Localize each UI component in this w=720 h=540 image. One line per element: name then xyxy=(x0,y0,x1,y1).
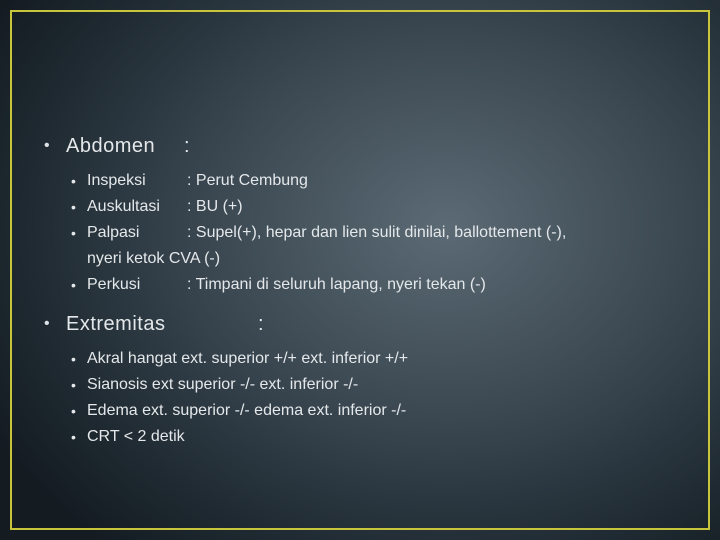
section-extremitas-heading xyxy=(44,308,704,340)
abdomen-list xyxy=(44,168,704,298)
bullet: • xyxy=(44,315,51,332)
list-item xyxy=(44,372,704,398)
item-value: : Supel(+), hepar dan lien sulit dinilai, ballottement (-), xyxy=(187,224,567,241)
item-value: : Timpani di seluruh lapang, nyeri tekan (-) xyxy=(187,276,486,293)
item-text: CRT < 2 detik xyxy=(87,428,185,445)
extremitas-list xyxy=(44,346,704,450)
bullet: • xyxy=(44,137,51,154)
list-item xyxy=(44,168,704,194)
slide-content xyxy=(44,130,704,460)
section-label: Extremitas xyxy=(66,313,166,335)
bullet: • xyxy=(71,173,76,189)
list-item xyxy=(44,424,704,450)
item-key: Inspeksi xyxy=(87,172,146,189)
bullet: • xyxy=(71,377,76,393)
section-colon: : xyxy=(184,135,191,157)
item-text: Akral hangat ext. superior +/+ ext. inferior +/+ xyxy=(87,350,409,367)
bullet: • xyxy=(71,429,76,445)
section-label: Abdomen xyxy=(66,135,156,157)
item-text: Edema ext. superior -/- edema ext. inferior -/- xyxy=(87,402,407,419)
item-value: : Perut Cembung xyxy=(187,172,308,189)
list-item xyxy=(44,220,704,272)
bullet: • xyxy=(71,277,76,293)
section-colon: : xyxy=(258,313,265,335)
item-key: Auskultasi xyxy=(87,198,160,215)
item-text: Sianosis ext superior -/- ext. inferior -/- xyxy=(87,376,359,393)
bullet: • xyxy=(71,403,76,419)
bullet: • xyxy=(71,199,76,215)
list-item xyxy=(44,398,704,424)
list-item xyxy=(44,346,704,372)
list-item xyxy=(44,272,704,298)
item-key: Palpasi xyxy=(87,224,140,241)
bullet: • xyxy=(71,225,76,241)
item-key: Perkusi xyxy=(87,276,141,293)
item-value: : BU (+) xyxy=(187,198,243,215)
list-item xyxy=(44,194,704,220)
bullet: • xyxy=(71,351,76,367)
item-continuation: nyeri ketok CVA (-) xyxy=(87,250,221,267)
section-abdomen-heading xyxy=(44,130,704,162)
